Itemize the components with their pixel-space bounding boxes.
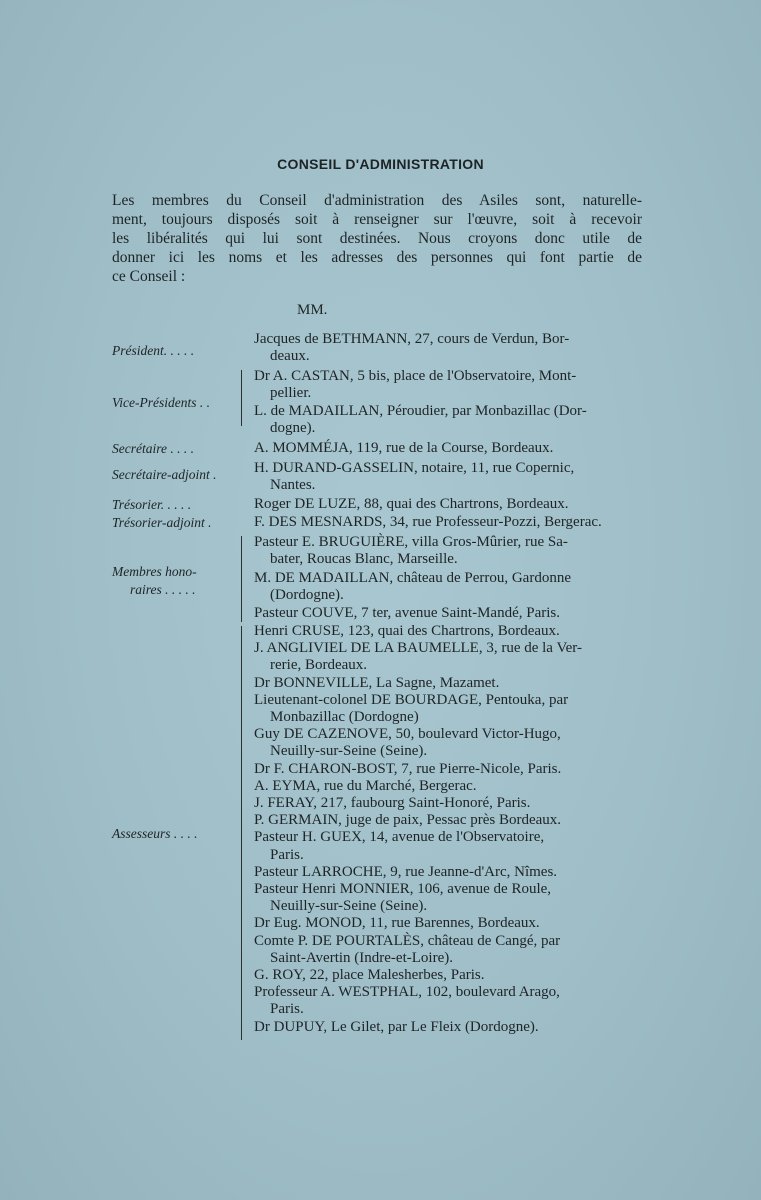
brace	[241, 626, 250, 1040]
entry-line: (Dordogne).	[270, 587, 344, 604]
intro-line: les libéralités qui lui sont destinées. Nous croyons donc utile de	[112, 230, 642, 247]
role-secretaire: Secrétaire . . . .	[112, 441, 194, 456]
role-membres-honoraires: Membres hono-	[112, 564, 197, 579]
entry-assesseur	[254, 812, 644, 829]
entry-assesseur	[254, 829, 644, 863]
entry-line: Henri CRUSE, 123, quai des Chartrons, Bordeaux.	[254, 623, 560, 639]
entry-line: Paris.	[270, 846, 304, 863]
entry-assesseur	[254, 881, 644, 915]
intro-paragraph	[112, 191, 642, 286]
entry-tresorier-adjoint	[254, 514, 644, 531]
role-membres-honoraires-cont: raires . . . . .	[130, 582, 196, 597]
entry-honoraire-1	[254, 534, 644, 568]
entry-line: Pasteur COUVE, 7 ter, avenue Saint-Mandé, Paris.	[254, 605, 560, 621]
entry-line: F. DES MESNARDS, 34, rue Professeur-Pozzi, Bergerac.	[254, 514, 602, 530]
entry-line: L. de MADAILLAN, Péroudier, par Monbazillac (Dor-	[254, 403, 587, 419]
entry-assesseur	[254, 915, 644, 932]
entry-line: Dr Eug. MONOD, 11, rue Barennes, Bordeaux.	[254, 915, 540, 932]
intro-line: Les membres du Conseil d'administration des Asiles sont, naturelle-	[112, 192, 642, 209]
entry-line: P. GERMAIN, juge de paix, Pessac près Bordeaux.	[254, 812, 562, 829]
entry-line: pellier.	[270, 385, 312, 402]
entry-line: M. DE MADAILLAN, château de Perrou, Gardonne	[254, 570, 571, 586]
entry-honoraire-3	[254, 605, 644, 622]
role-vice-presidents: Vice-Présidents . .	[112, 395, 210, 410]
intro-line: donner ici les noms et les adresses des personnes qui font partie de	[112, 249, 642, 266]
brace	[241, 536, 250, 622]
entry-line: Pasteur E. BRUGUIÈRE, villa Gros-Mûrier, rue Sa-	[254, 534, 568, 550]
intro-line: ce Conseil :	[112, 268, 186, 285]
role-tresorier: Trésorier. . . . .	[112, 497, 192, 512]
role-tresorier-adjoint: Trésorier-adjoint .	[112, 515, 212, 530]
entry-assesseur	[254, 864, 644, 881]
entry-assesseur	[254, 778, 644, 795]
entry-line: bater, Roucas Blanc, Marseille.	[270, 551, 458, 568]
entry-line: Pasteur Henri MONNIER, 106, avenue de Roule,	[254, 881, 552, 898]
entry-line: A. MOMMÉJA, 119, rue de la Course, Bordeaux.	[254, 440, 554, 456]
entry-line: Neuilly-sur-Seine (Seine).	[270, 743, 428, 760]
entry-line: dogne).	[270, 420, 316, 437]
entry-line: Dr F. CHARON-BOST, 7, rue Pierre-Nicole, Paris.	[254, 760, 562, 777]
entry-vice-president-2	[254, 403, 644, 437]
entry-line: Monbazillac (Dordogne)	[270, 709, 419, 726]
mm-heading: MM.	[297, 302, 328, 318]
entry-tresorier	[254, 496, 644, 513]
entry-assesseur	[254, 967, 644, 984]
entry-honoraire-2	[254, 570, 644, 604]
entry-assesseur	[254, 795, 644, 812]
entry-assesseur	[254, 623, 644, 640]
entry-line: Dr BONNEVILLE, La Sagne, Mazamet.	[254, 674, 500, 691]
role-president: Président. . . . .	[112, 343, 195, 358]
entry-line: Nantes.	[270, 477, 316, 494]
entry-line: J. FERAY, 217, faubourg Saint-Honoré, Paris.	[254, 795, 531, 812]
entry-line: Roger DE LUZE, 88, quai des Chartrons, Bordeaux.	[254, 496, 569, 512]
entry-line: rerie, Bordeaux.	[270, 657, 368, 674]
entry-secretaire	[254, 440, 644, 457]
entry-assesseur	[254, 1019, 644, 1036]
entry-line: A. EYMA, rue du Marché, Bergerac.	[254, 777, 477, 794]
role-assesseurs: Assesseurs . . . .	[112, 826, 198, 841]
entry-assesseur	[254, 933, 644, 967]
entry-line: deaux.	[270, 348, 310, 365]
entry-line: Guy DE CAZENOVE, 50, boulevard Victor-Hugo,	[254, 726, 561, 743]
entry-line: Pasteur LARROCHE, 9, rue Jeanne-d'Arc, Nîmes.	[254, 863, 558, 880]
entry-president	[254, 331, 644, 365]
entry-assesseur	[254, 726, 644, 760]
brace	[241, 370, 250, 426]
entry-line: Dr DUPUY, Le Gilet, par Le Fleix (Dordogne).	[254, 1018, 539, 1035]
entry-line: Pasteur H. GUEX, 14, avenue de l'Observatoire,	[254, 829, 545, 846]
entry-vice-president-1	[254, 368, 644, 402]
entry-line: Paris.	[270, 1001, 304, 1018]
entry-assesseur	[254, 640, 644, 674]
entry-line: Jacques de BETHMANN, 27, cours de Verdun, Bor-	[254, 331, 570, 347]
entry-line: Dr A. CASTAN, 5 bis, place de l'Observatoire, Mont-	[254, 368, 577, 384]
assesseurs-list	[254, 623, 644, 1036]
entry-line: G. ROY, 22, place Malesherbes, Paris.	[254, 967, 485, 984]
role-secretaire-adjoint: Secrétaire-adjoint .	[112, 467, 217, 482]
intro-line: ment, toujours disposés soit à renseigner sur l'œuvre, soit à recevoir	[112, 211, 642, 228]
entry-assesseur	[254, 675, 644, 692]
entry-line: Neuilly-sur-Seine (Seine).	[270, 898, 428, 915]
entry-assesseur	[254, 692, 644, 726]
entry-line: Lieutenant-colonel DE BOURDAGE, Pentouka, par	[254, 691, 569, 708]
entry-secretaire-adjoint	[254, 460, 644, 494]
entry-line: H. DURAND-GASSELIN, notaire, 11, rue Copernic,	[254, 460, 575, 476]
page-title: CONSEIL D'ADMINISTRATION	[277, 156, 484, 172]
entry-line: Saint-Avertin (Indre-et-Loire).	[270, 949, 453, 966]
entry-line: Professeur A. WESTPHAL, 102, boulevard Arago,	[254, 984, 560, 1001]
entry-line: J. ANGLIVIEL DE LA BAUMELLE, 3, rue de la Ver-	[254, 640, 582, 657]
entry-assesseur	[254, 761, 644, 778]
entry-line: Comte P. DE POURTALÈS, château de Cangé, par	[254, 932, 561, 949]
entry-assesseur	[254, 984, 644, 1018]
